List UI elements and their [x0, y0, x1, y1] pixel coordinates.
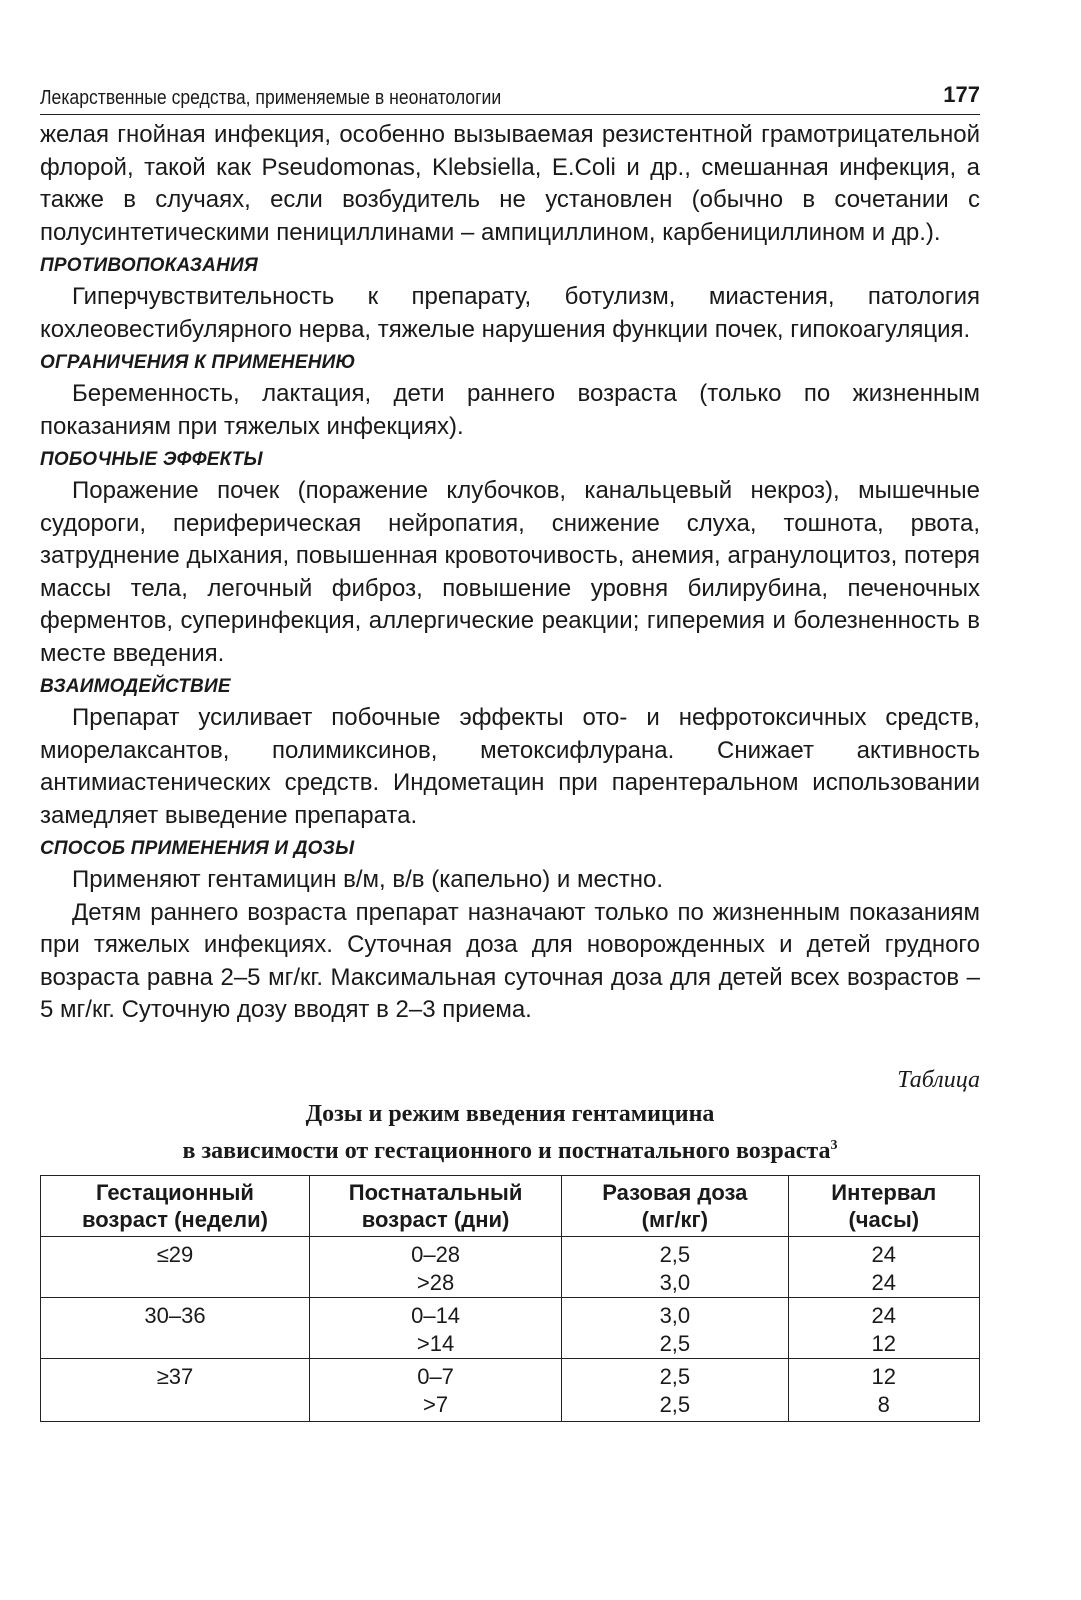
table-title-line-2-text: в зависимости от гестационного и постнатального возраста	[182, 1137, 831, 1164]
cell-interval: 24	[788, 1297, 979, 1330]
table-row	[41, 1297, 980, 1330]
cell-gestational-empty	[41, 1391, 310, 1422]
table-row	[41, 1391, 980, 1422]
book-page	[40, 70, 980, 1422]
cell-dose: 2,5	[562, 1358, 788, 1391]
footnote-mark: 3	[830, 1137, 838, 1153]
body-text	[40, 119, 980, 1027]
cell-interval: 8	[788, 1391, 979, 1422]
table-row	[41, 1269, 980, 1298]
section-heading: ВЗАИМОДЕЙСТВИЕ	[40, 676, 231, 697]
section-heading: ОГРАНИЧЕНИЯ К ПРИМЕНЕНИЮ	[40, 352, 356, 373]
cell-postnatal: 0–14	[309, 1297, 561, 1330]
header-single-dose: Разовая доза (мг/кг)	[562, 1175, 788, 1236]
cell-interval: 12	[788, 1330, 979, 1359]
cell-dose: 3,0	[562, 1269, 788, 1298]
cell-dose: 2,5	[562, 1391, 788, 1422]
cell-postnatal: >28	[309, 1269, 561, 1298]
section-restrictions	[40, 348, 980, 443]
cell-postnatal: >14	[309, 1330, 561, 1359]
cell-gestational: ≥37	[41, 1358, 310, 1391]
cell-interval: 24	[788, 1236, 979, 1269]
section-paragraph: Беременность, лактация, дети раннего возраста (только по жизненным показаниям при тяжелых инфекциях).	[40, 380, 980, 440]
table-row	[41, 1330, 980, 1359]
section-contraindications	[40, 251, 980, 346]
header-postnatal-age: Постнатальный возраст (дни)	[309, 1175, 561, 1236]
table-row	[41, 1358, 980, 1391]
cell-dose: 2,5	[562, 1330, 788, 1359]
cell-interval: 24	[788, 1269, 979, 1298]
running-title: Лекарственные средства, применяемые в неонатологии	[40, 87, 502, 109]
section-heading: ПОБОЧНЫЕ ЭФФЕКТЫ	[40, 449, 263, 470]
running-header	[40, 70, 980, 115]
cell-dose: 2,5	[562, 1236, 788, 1269]
section-heading: ПРОТИВОПОКАЗАНИЯ	[40, 255, 258, 276]
section-paragraph: Гиперчувствительность к препарату, ботулизм, миастения, патология кохлеовестибулярного нерва, тяжелые нарушения функции почек, гипокоагуляция.	[40, 283, 980, 343]
cell-postnatal: >7	[309, 1391, 561, 1422]
header-gestational-age: Гестационный возраст (недели)	[41, 1175, 310, 1236]
cell-gestational: 30–36	[41, 1297, 310, 1330]
cell-postnatal: 0–7	[309, 1358, 561, 1391]
table-title-line-2	[40, 1130, 980, 1167]
cell-postnatal: 0–28	[309, 1236, 561, 1269]
intro-paragraph: желая гнойная инфекция, особенно вызываемая резистентной грамотрицательной флорой, такой как Pseudomonas, Klebsiella, E.Coli и др., смешанная инфекция, а также в случаях, если возбудитель не установлен (обычно в сочетании с полусинтетическими пенициллинами – ампициллином, карбенициллином и др.).	[40, 121, 980, 246]
cell-gestational-empty	[41, 1269, 310, 1298]
table-header-row	[41, 1175, 980, 1236]
section-paragraph: Детям раннего возраста препарат назначают только по жизненным показаниям при тяжелых инфекциях. Суточная доза для новорожденных и детей грудного возраста равна 2–5 мг/кг. Максимальная суточная доза для детей всех возрастов – 5 мг/кг. Суточную дозу вводят в 2–3 приема.	[40, 898, 980, 1023]
table-label: Таблица	[897, 1066, 980, 1093]
section-paragraph: Поражение почек (поражение клубочков, канальцевый некроз), мышечные судороги, периферическая нейропатия, снижение слуха, тошнота, рвота, затруднение дыхания, повышенная кровоточивость, анемия, агранулоцитоз, потеря массы тела, легочный фиброз, повышение уровня билирубина, печеночных ферментов, суперинфекция, аллергические реакции; гиперемия и болезненность в месте введения.	[40, 477, 980, 667]
page-number: 177	[943, 82, 980, 107]
table-title	[40, 1099, 980, 1167]
section-interactions	[40, 672, 980, 832]
cell-gestational: ≤29	[41, 1236, 310, 1269]
cell-dose: 3,0	[562, 1297, 788, 1330]
section-paragraph: Препарат усиливает побочные эффекты ото- и нефротоксичных средств, миорелаксантов, полимиксинов, метоксифлурана. Снижает активность антимиастенических средств. Индометацин при парентеральном использовании замедляет выведение препарата.	[40, 704, 980, 829]
section-side-effects	[40, 445, 980, 670]
cell-interval: 12	[788, 1358, 979, 1391]
section-dosage	[40, 834, 980, 1027]
section-heading: СПОСОБ ПРИМЕНЕНИЯ И ДОЗЫ	[40, 838, 355, 859]
cell-gestational-empty	[41, 1330, 310, 1359]
header-interval: Интервал (часы)	[788, 1175, 979, 1236]
table-title-line-1: Дозы и режим введения гентамицина	[305, 1100, 715, 1127]
dosage-table	[40, 1175, 980, 1422]
section-paragraph: Применяют гентамицин в/м, в/в (капельно) и местно.	[72, 866, 664, 893]
table-row	[41, 1236, 980, 1269]
